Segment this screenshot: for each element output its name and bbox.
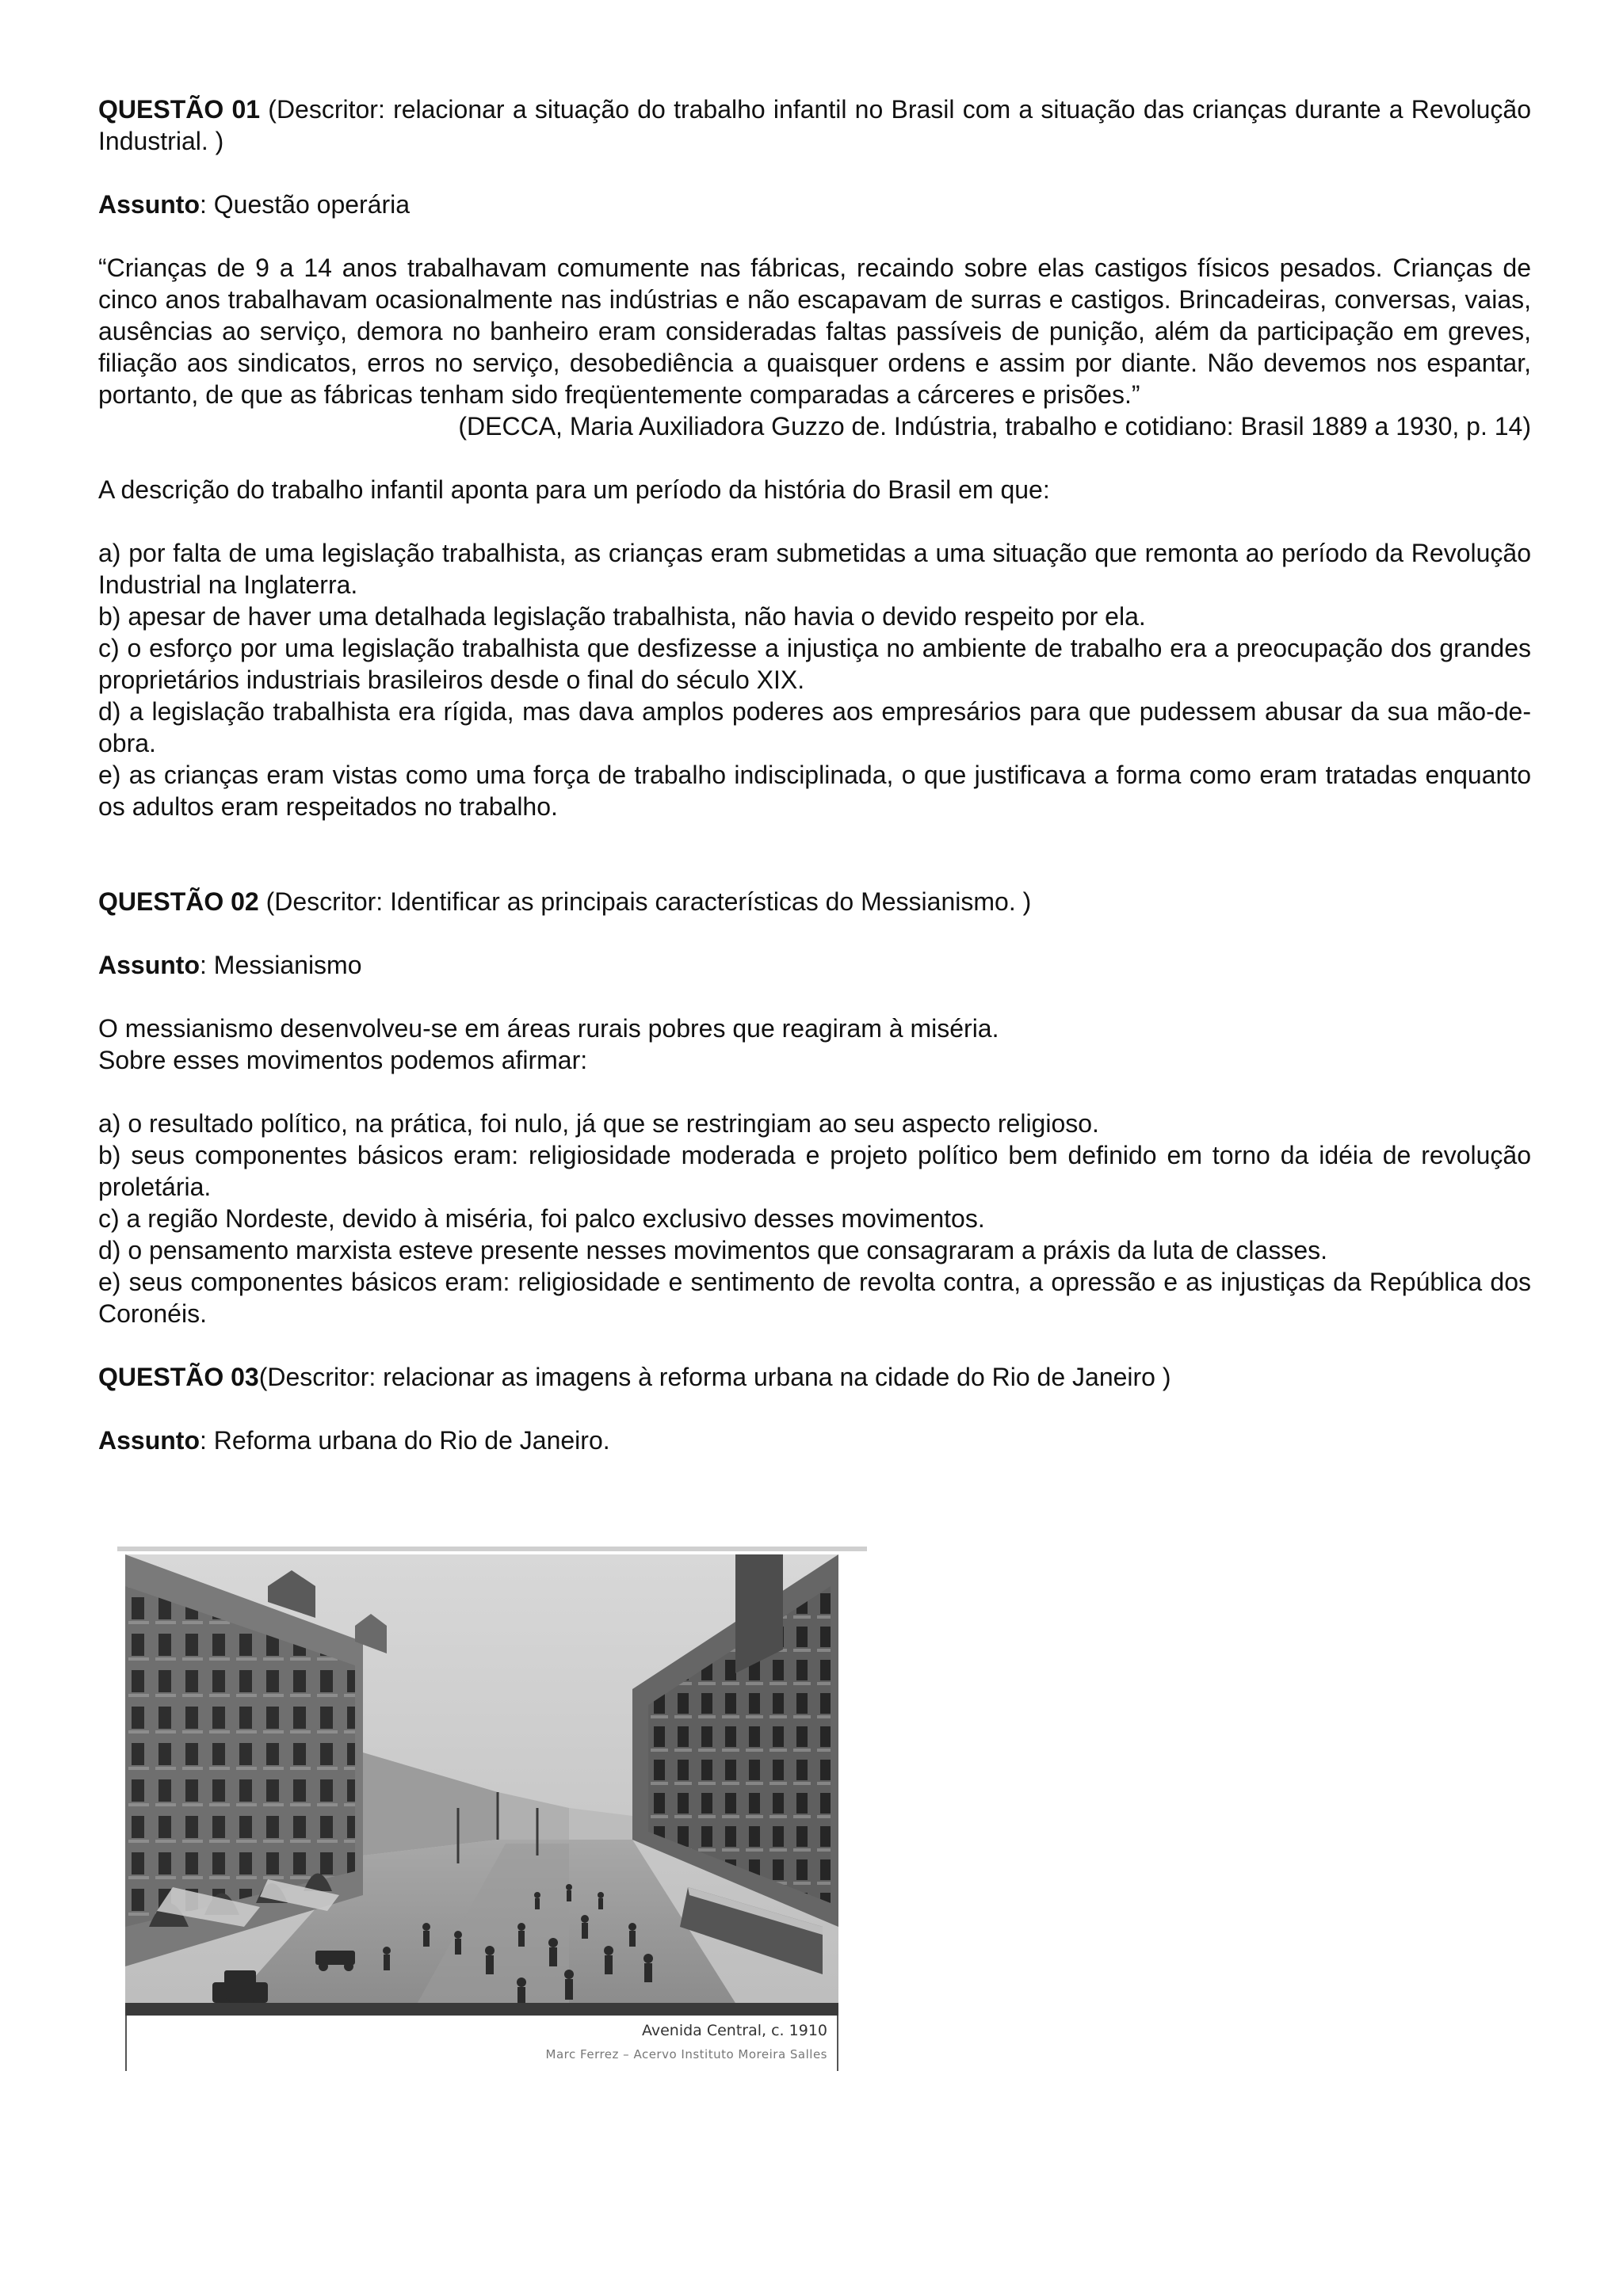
option-e: e) seus componentes básicos eram: religiosidade e sentimento de revolta contra, a opressão e as injustiças da República dos Coronéis. (98, 1268, 1531, 1328)
question-1-subject (98, 189, 1531, 220)
figure-credit: Marc Ferrez – Acervo Instituto Moreira Salles (545, 2047, 827, 2061)
subject-text: : Questão operária (200, 190, 411, 219)
question-3-header (98, 1361, 1531, 1393)
subject-label: Assunto (98, 951, 200, 979)
avenida-central-figure (117, 1547, 867, 2071)
option-d: d) o pensamento marxista esteve presente nesses movimentos que consagraram a práxis da luta de classes. (98, 1236, 1328, 1264)
option-d: d) a legislação trabalhista era rígida, mas dava amplos poderes aos empresários para que pudessem abusar da sua mão-de-obra. (98, 697, 1531, 757)
subject-text: : Messianismo (200, 951, 362, 979)
question-1-prompt: A descrição do trabalho infantil aponta para um período da história do Brasil em que: (98, 475, 1050, 504)
street-scene-illustration (125, 1554, 838, 2016)
question-2-descriptor: (Descritor: Identificar as principais características do Messianismo. ) (258, 887, 1032, 916)
question-1-quote: “Crianças de 9 a 14 anos trabalhavam comumente nas fábricas, recaindo sobre elas castigos físicos pesados. Crianças de cinco anos trabalhavam ocasionalmente nas indústrias e não escapavam de surras e castigos. Brincadeiras, conversas, vaias, ausências ao serviço, demora no banheiro eram consideradas faltas passíveis de punição, além da participação em greves, filiação aos sindicatos, erros no serviço, desobediência a quaisquer ordens e assim por diante. Não devemos nos espantar, portanto, de que as fábricas tenham sido freqüentemente comparadas a cárceres e prisões.” (98, 254, 1531, 409)
question-3-subject (98, 1425, 1531, 1456)
option-a: a) o resultado político, na prática, foi nulo, já que se restringiam ao seu aspecto religioso. (98, 1109, 1099, 1138)
option-c: c) a região Nordeste, devido à miséria, foi palco exclusivo desses movimentos. (98, 1204, 985, 1233)
option-e: e) as crianças eram vistas como uma força de trabalho indisciplinada, o que justificava a forma como eram tratadas enquanto os adultos eram respeitados no trabalho. (98, 761, 1531, 821)
option-a: a) por falta de uma legislação trabalhista, as crianças eram submetidas a uma situação que remonta ao período da Revolução Industrial na Inglaterra. (98, 539, 1531, 599)
option-b: b) apesar de haver uma detalhada legislação trabalhista, não havia o devido respeito por ela. (98, 602, 1146, 631)
option-b: b) seus componentes básicos eram: religiosidade moderada e projeto político bem definido em torno da idéia de revolução proletária. (98, 1141, 1531, 1201)
document-body (98, 93, 1531, 1456)
avenida-central-photo (125, 1554, 838, 2016)
question-1-citation: (DECCA, Maria Auxiliadora Guzzo de. Indústria, trabalho e cotidiano: Brasil 1889 a 1930, p. 14) (458, 412, 1531, 441)
question-2-header (98, 886, 1531, 917)
subject-text: : Reforma urbana do Rio de Janeiro. (200, 1426, 610, 1455)
question-2-intro-1: O messianismo desenvolveu-se em áreas rurais pobres que reagiram à miséria. (98, 1014, 999, 1043)
question-2-subject (98, 949, 1531, 981)
figure-caption: Avenida Central, c. 1910 (641, 2022, 827, 2039)
question-1-header (98, 93, 1531, 157)
question-2-options (98, 1108, 1531, 1329)
option-c: c) o esforço por uma legislação trabalhista que desfizesse a injustiça no ambiente de trabalho era a preocupação dos grandes proprietários industriais brasileiros desde o final do século XIX. (98, 634, 1531, 694)
question-3-descriptor: (Descritor: relacionar as imagens à reforma urbana na cidade do Rio de Janeiro ) (258, 1363, 1171, 1391)
figure-top-border (117, 1547, 867, 1551)
question-2-title: QUESTÃO 02 (98, 887, 259, 916)
figure-caption-box (125, 2016, 838, 2071)
question-1-options (98, 537, 1531, 822)
subject-label: Assunto (98, 190, 200, 219)
question-2-intro-2: Sobre esses movimentos podemos afirmar: (98, 1046, 588, 1074)
question-1-descriptor: (Descritor: relacionar a situação do trabalho infantil no Brasil com a situação das crianças durante a Revolução Industrial. ) (98, 95, 1532, 155)
question-3-title: QUESTÃO 03 (98, 1363, 259, 1391)
question-1-title: QUESTÃO 01 (98, 95, 261, 124)
subject-label: Assunto (98, 1426, 200, 1455)
